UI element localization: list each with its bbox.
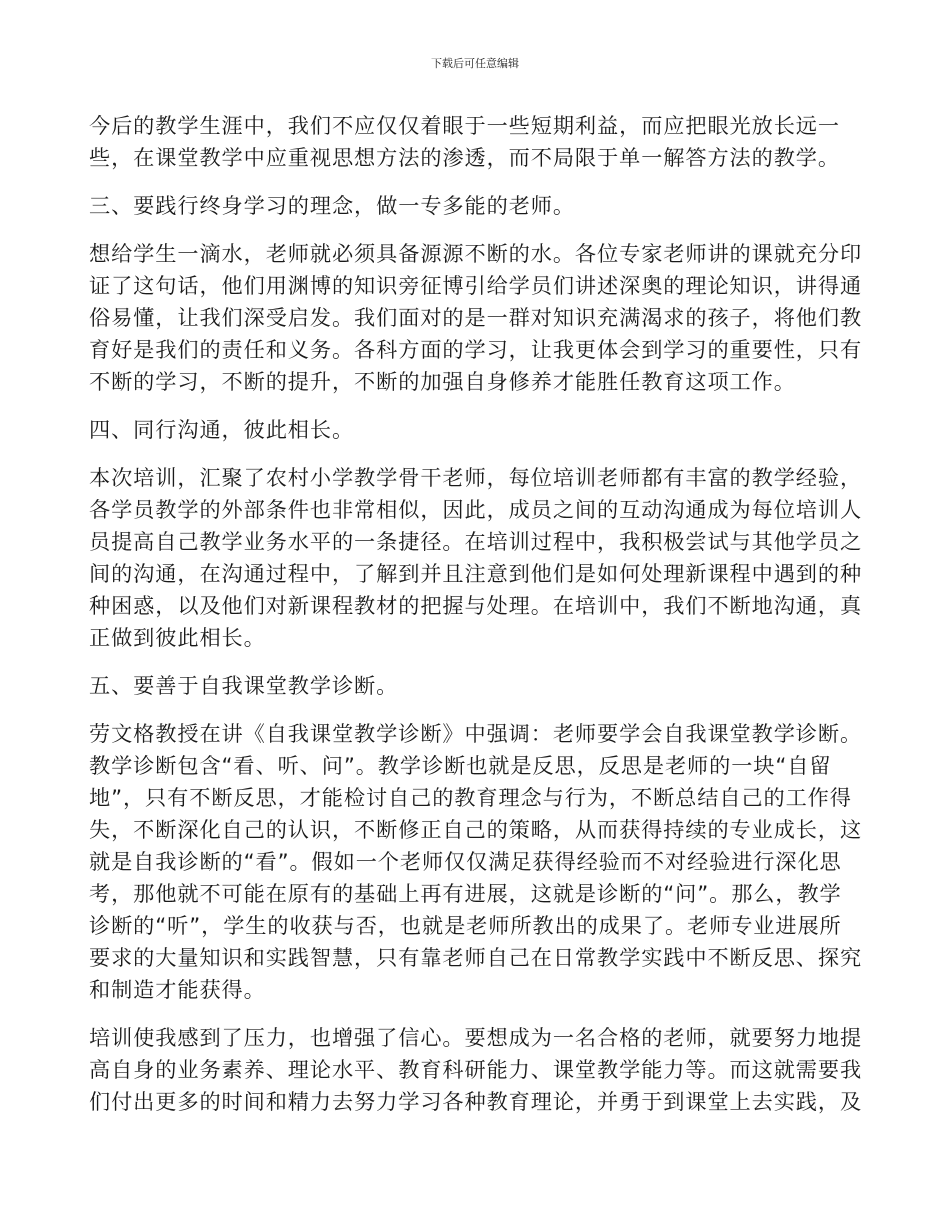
section-heading xyxy=(89,190,864,222)
text-line: 四、同行沟通，彼此相长。 xyxy=(89,417,355,442)
text-line: 育好是我们的责任和义务。各科方面的学习，让我更体会到学习的重要性，只有 xyxy=(89,337,863,362)
text-line: 要求的大量知识和实践智慧，只有靠老师自己在日常教学实践中不断反思、探究 xyxy=(89,945,863,970)
text-line: 本次培训，汇聚了农村小学教学骨干老师，每位培训老师都有丰富的教学经验， xyxy=(89,465,863,490)
text-line: 劳文格教授在讲《自我课堂教学诊断》中强调：老师要学会自我课堂教学诊断。 xyxy=(89,721,863,746)
text-line: 三、要践行终身学习的理念，做一专多能的老师。 xyxy=(89,193,575,218)
text-line: 想给学生一滴水，老师就必须具备源源不断的水。各位专家老师讲的课就充分印 xyxy=(89,241,863,266)
page-header: 下载后可任意编辑 xyxy=(431,57,519,70)
text-line: 们付出更多的时间和精力去努力学习各种教育理论，并勇于到课堂上去实践，及 xyxy=(89,1089,863,1114)
text-line: 诊断的“听”，学生的收获与否，也就是老师所教出的成果了。老师专业进展所 xyxy=(89,913,842,938)
text-line: 教学诊断包含“看、听、问”。教学诊断也就是反思，反思是老师的一块“自留 xyxy=(89,753,832,778)
section-heading xyxy=(89,414,864,446)
paragraph xyxy=(89,238,864,398)
text-line: 和制造才能获得。 xyxy=(89,977,266,1002)
text-line: 员提高自己教学业务水平的一条捷径。在培训过程中，我积极尝试与其他学员之 xyxy=(89,529,863,554)
text-line: 俗易懂，让我们深受启发。我们面对的是一群对知识充满渴求的孩子，将他们教 xyxy=(89,305,863,330)
paragraph xyxy=(89,462,864,654)
text-line: 今后的教学生涯中，我们不应仅仅着眼于一些短期利益，而应把眼光放长远一 xyxy=(89,113,840,138)
text-line: 不断的学习，不断的提升，不断的加强自身修养才能胜任教育这项工作。 xyxy=(89,369,796,394)
paragraph xyxy=(89,718,864,1006)
text-line: 高自身的业务素养、理论水平、教育科研能力、课堂教学能力等。而这就需要我 xyxy=(89,1057,863,1082)
text-line: 考，那他就不可能在原有的基础上再有进展，这就是诊断的“问”。那么，教学 xyxy=(89,881,842,906)
text-line: 间的沟通，在沟通过程中，了解到并且注意到他们是如何处理新课程中遇到的种 xyxy=(89,561,863,586)
text-line: 培训使我感到了压力，也增强了信心。要想成为一名合格的老师，就要努力地提 xyxy=(89,1025,863,1050)
text-line: 就是自我诊断的“看”。假如一个老师仅仅满足获得经验而不对经验进行深化思 xyxy=(89,849,842,874)
paragraph xyxy=(89,1022,864,1118)
text-line: 五、要善于自我课堂教学诊断。 xyxy=(89,673,399,698)
text-line: 正做到彼此相长。 xyxy=(89,625,266,650)
text-line: 地”，只有不断反思，才能检讨自己的教育理念与行为，不断总结自己的工作得 xyxy=(89,785,852,810)
text-line: 种困惑，以及他们对新课程教材的把握与处理。在培训中，我们不断地沟通，真 xyxy=(89,593,863,618)
document-body xyxy=(89,110,864,1134)
section-heading xyxy=(89,670,864,702)
text-line: 证了这句话，他们用渊博的知识旁征博引给学员们讲述深奥的理论知识，讲得通 xyxy=(89,273,863,298)
text-line: 些，在课堂教学中应重视思想方法的渗透，而不局限于单一解答方法的教学。 xyxy=(89,145,840,170)
paragraph xyxy=(89,110,864,174)
text-line: 失，不断深化自己的认识，不断修正自己的策略，从而获得持续的专业成长，这 xyxy=(89,817,863,842)
text-line: 各学员教学的外部条件也非常相似，因此，成员之间的互动沟通成为每位培训人 xyxy=(89,497,863,522)
